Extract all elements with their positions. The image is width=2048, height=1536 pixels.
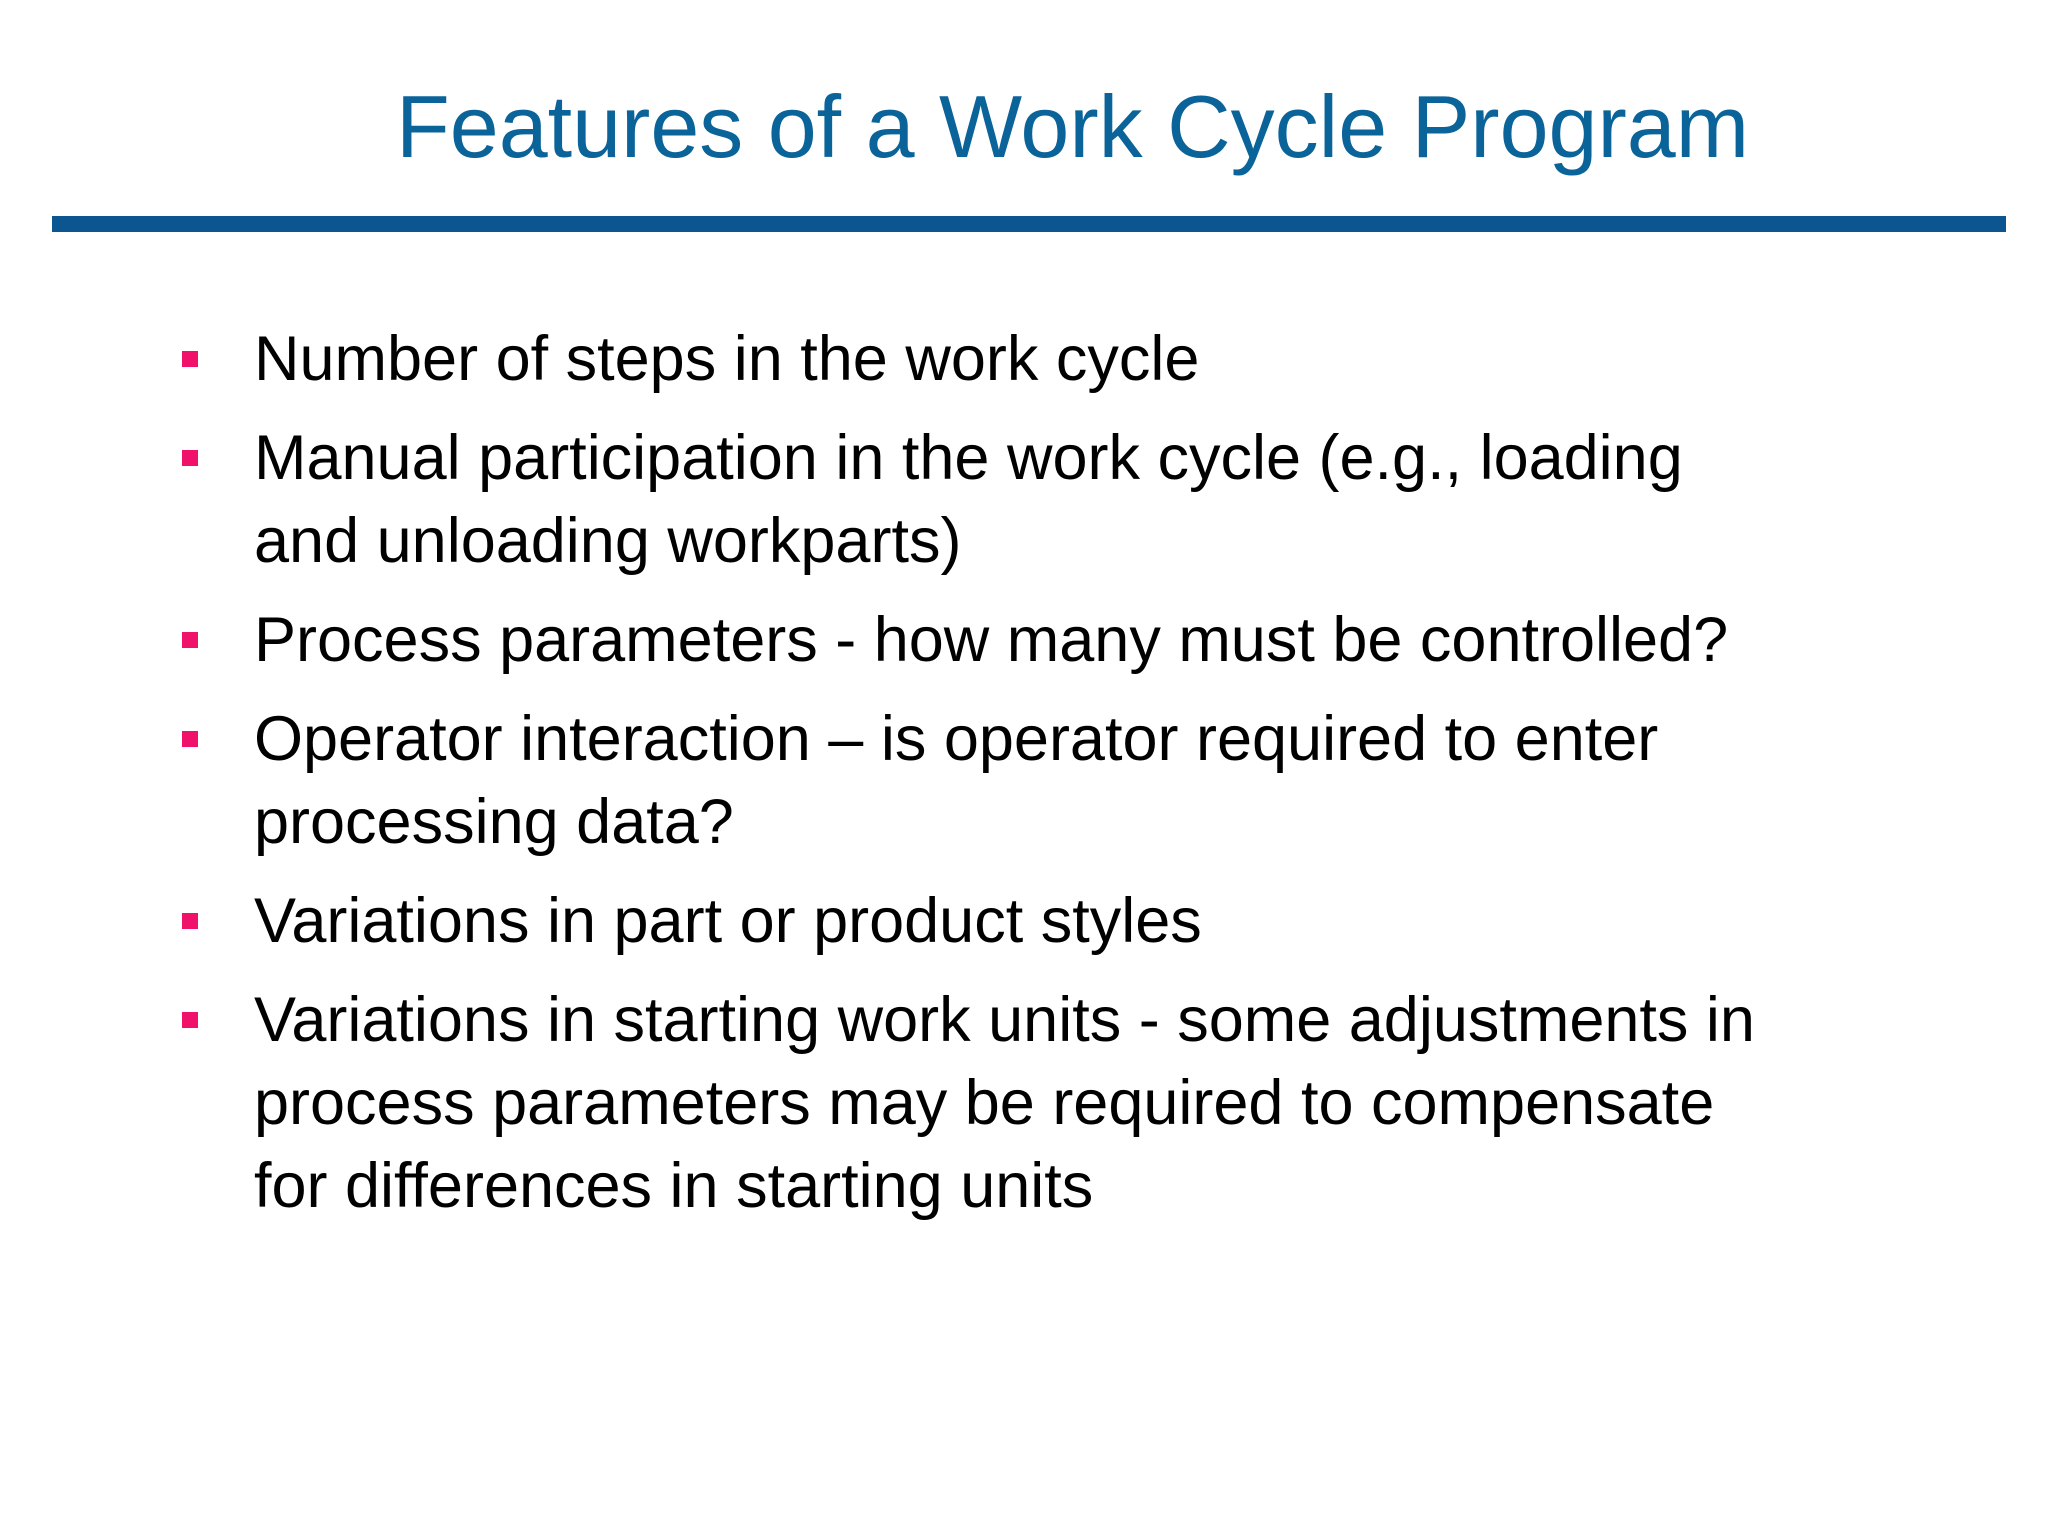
square-bullet-icon: [182, 731, 198, 747]
list-item: [180, 698, 1960, 864]
square-bullet-icon: [182, 351, 198, 367]
bullet-text: Variations in starting work units - some adjustments in process parameters may be required to compensate for differences in starting units: [254, 985, 1755, 1221]
bullet-text: Manual participation in the work cycle (e.g., loading and unloading workparts): [254, 423, 1683, 576]
list-item: [180, 417, 1960, 583]
square-bullet-icon: [182, 632, 198, 648]
list-item: [180, 880, 1960, 963]
list-item: [180, 318, 1960, 401]
square-bullet-icon: [182, 913, 198, 929]
title-divider: [52, 216, 2006, 232]
bullet-text: Number of steps in the work cycle: [254, 324, 1200, 394]
list-item: [180, 979, 1960, 1228]
list-item: [180, 599, 1960, 682]
bullet-list: [180, 318, 1960, 1244]
bullet-text: Operator interaction – is operator required to enter processing data?: [254, 704, 1659, 857]
square-bullet-icon: [182, 1012, 198, 1028]
square-bullet-icon: [182, 450, 198, 466]
slide-title: Features of a Work Cycle Program: [396, 77, 1750, 176]
bullet-text: Process parameters - how many must be controlled?: [254, 605, 1729, 675]
bullet-text: Variations in part or product styles: [254, 886, 1202, 956]
